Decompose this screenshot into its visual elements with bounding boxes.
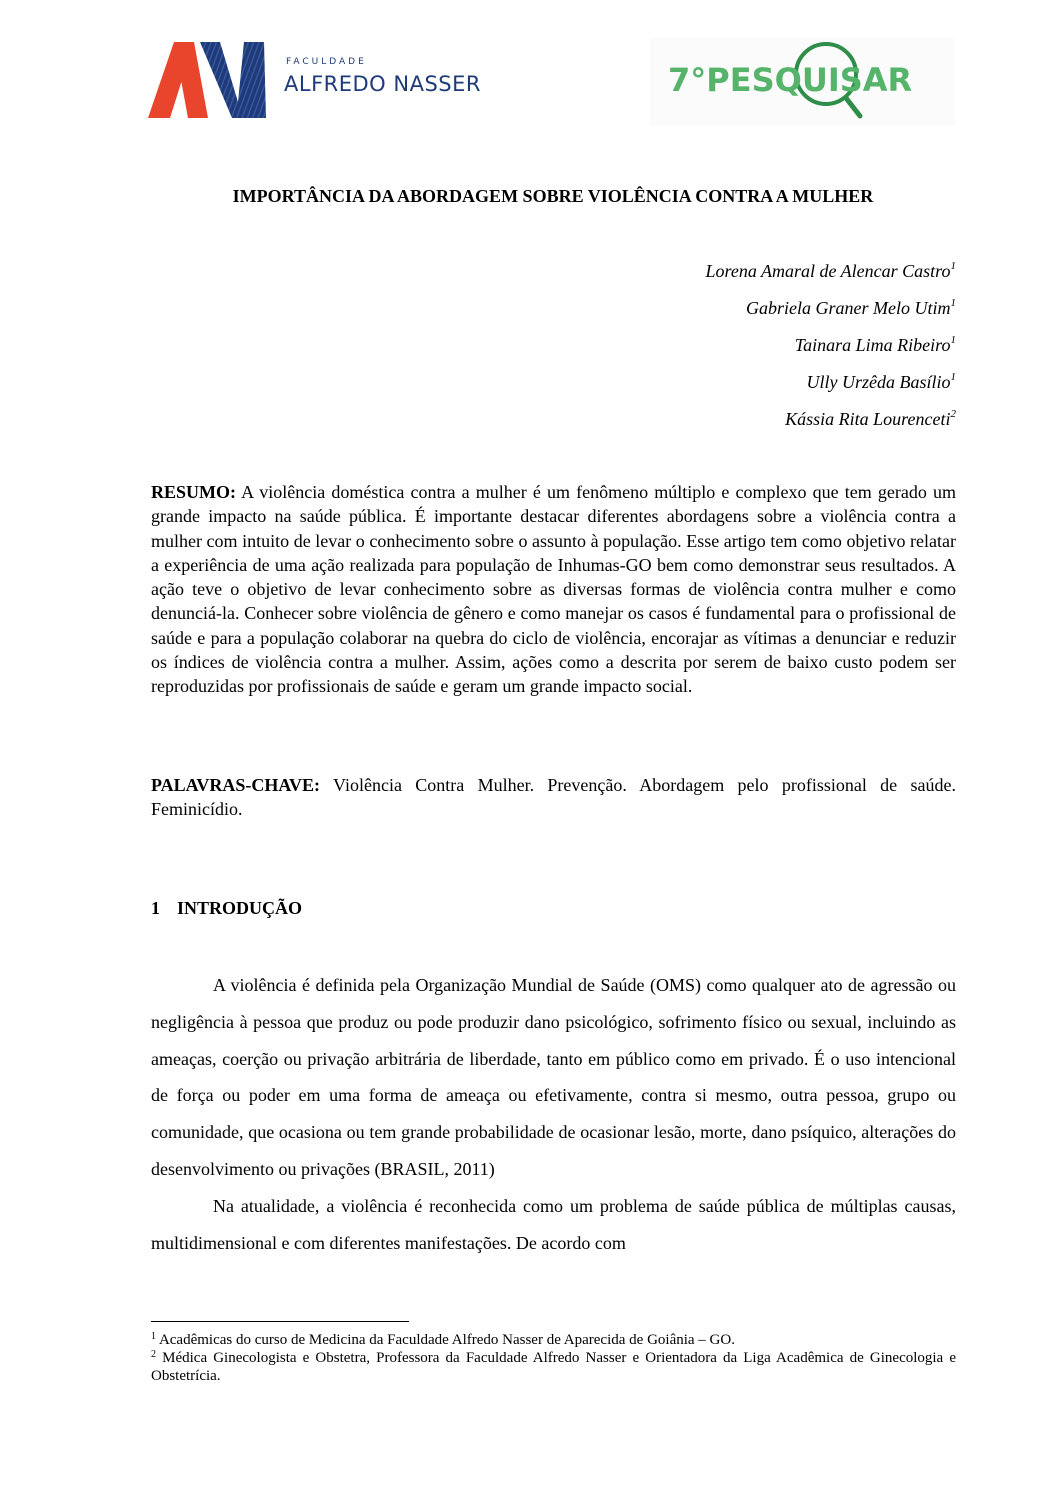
keywords	[151, 773, 956, 822]
paper-title: IMPORTÂNCIA DA ABORDAGEM SOBRE VIOLÊNCIA CONTRA A MULHER	[232, 186, 874, 206]
footnote-ref: 1	[151, 1331, 156, 1342]
affiliation-ref: 2	[950, 408, 956, 420]
pesquisar-event-logo	[650, 38, 955, 126]
author-name: Lorena Amaral de Alencar Castro	[705, 261, 951, 281]
section-heading	[151, 898, 302, 919]
author-name: Kássia Rita Lourenceti	[785, 409, 951, 429]
author-entry	[705, 295, 956, 332]
footnote-ref: 2	[151, 1349, 156, 1360]
author-entry	[705, 258, 956, 295]
keywords-label: PALAVRAS-CHAVE:	[151, 775, 321, 795]
abstract-label: RESUMO:	[151, 482, 236, 502]
footnote-text: Médica Ginecologista e Obstetra, Professora da Faculdade Alfredo Nasser e Orientadora da Liga Acadêmica de Ginecologia e Obstetrícia.	[151, 1350, 956, 1384]
paragraph: Na atualidade, a violência é reconhecida como um problema de saúde pública de múltiplas causas, multidimensional e com diferentes manifestações. De acordo com	[151, 1195, 956, 1253]
footnote	[151, 1349, 956, 1385]
am-logo-mark-icon	[148, 38, 273, 120]
institution-name: ALFREDO NASSER	[284, 72, 481, 96]
footnote-divider	[151, 1321, 409, 1322]
affiliation-ref: 1	[950, 260, 956, 272]
affiliation-ref: 1	[950, 334, 956, 346]
author-name: Tainara Lima Ribeiro	[794, 335, 951, 355]
footnote	[151, 1331, 956, 1349]
abstract	[151, 480, 956, 699]
author-entry	[705, 332, 956, 369]
author-name: Gabriela Graner Melo Utim	[746, 298, 951, 318]
body-text	[151, 967, 956, 1261]
section-number: 1	[151, 898, 160, 918]
keywords-text: Violência Contra Mulher. Prevenção. Abordagem pelo profissional de saúde. Feminicídio.	[151, 775, 956, 820]
section-title: INTRODUÇÃO	[177, 898, 303, 918]
faculdade-alfredo-nasser-logo	[148, 38, 481, 120]
affiliation-ref: 1	[950, 297, 956, 309]
author-list	[705, 258, 956, 443]
abstract-text: A violência doméstica contra a mulher é um fenômeno múltiplo e complexo que tem gerado um grande impacto na saúde pública. É importante destacar diferentes abordagens sobre a violência contra a mulher com intuito de levar o conhecimento sobre o assunto à população. Esse artigo tem como objetivo relatar a experiência de uma ação realizada para população de Inhumas-GO bem como demonstrar seus resultados. A ação teve o objetivo de levar conhecimento sobre as diversas formas de violência contra mulher e como denunciá-la. Conhecer sobre violência de gênero e como manejar os casos é fundamental para o profissional de saúde e para a população colaborar na quebra do ciclo de violência, encorajar as vítimas a denunciar e reduzir os índices de violência contra a mulher. Assim, ações como a descrita por serem de baixo custo podem ser reproduzidas por profissionais de saúde e geram um grande impacto social.	[151, 482, 956, 697]
event-logo-text: 7°PESQUISAR	[668, 61, 913, 99]
author-name: Ully Urzêda Basílio	[806, 372, 951, 392]
author-entry	[705, 406, 956, 443]
footnote-text: Acadêmicas do curso de Medicina da Faculdade Alfredo Nasser de Aparecida de Goiânia – GO.	[158, 1332, 735, 1348]
affiliation-ref: 1	[950, 371, 956, 383]
institution-small-label: FACULDADE	[286, 57, 367, 67]
paragraph: A violência é definida pela Organização Mundial de Saúde (OMS) como qualquer ato de agressão ou negligência à pessoa que produz ou pode produzir dano psicológico, sofrimento físico ou sexual, incluindo as ameaças, coerção ou privação arbitrária de liberdade, tanto em público como em privado. É o uso intencional de força ou poder em uma forma de ameaça ou efetivamente, contra si mesmo, outra pessoa, grupo ou comunidade, que ocasiona ou tem grande probabilidade de ocasionar lesão, morte, dano psíquico, alterações do desenvolvimento ou privações (BRASIL, 2011)	[151, 975, 956, 1179]
author-entry	[705, 369, 956, 406]
footnotes	[151, 1331, 956, 1385]
